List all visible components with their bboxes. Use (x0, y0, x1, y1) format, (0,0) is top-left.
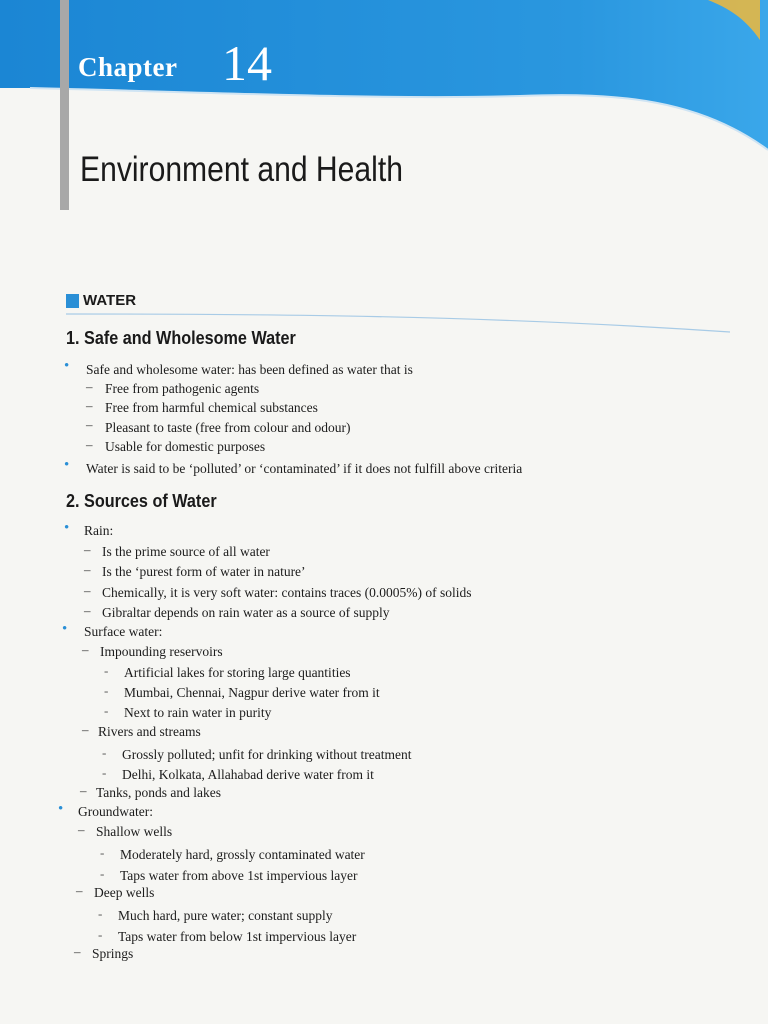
dash-icon: - (98, 906, 103, 921)
dash-icon: - (98, 927, 103, 942)
dash-icon: – (84, 562, 91, 577)
list-item: Rivers and streams (98, 724, 201, 739)
list-item: Safe and wholesome water: has been defined as water that is (86, 362, 413, 377)
dash-icon: – (86, 437, 93, 452)
list-item: Pleasant to taste (free from colour and odour) (105, 420, 351, 435)
list-item: Springs (92, 946, 134, 961)
list-item: Delhi, Kolkata, Allahabad derive water from it (122, 767, 374, 782)
dash-icon: - (104, 683, 109, 698)
list-item: Impounding reservoirs (100, 644, 223, 659)
list-item: Moderately hard, grossly contaminated water (120, 847, 365, 862)
dash-icon: - (104, 703, 109, 718)
page-title: Environment and Health (80, 150, 403, 189)
dash-icon: – (86, 379, 93, 394)
chapter-label: Chapter (78, 52, 178, 82)
list-item: Surface water: (84, 624, 163, 639)
chapter-side-bar (60, 0, 69, 210)
list-item: Gibraltar depends on rain water as a source of supply (102, 605, 390, 620)
list-item: Artificial lakes for storing large quantities (124, 665, 351, 680)
dash-icon: – (84, 603, 91, 618)
dash-icon: – (86, 398, 93, 413)
list-item: Is the ‘purest form of water in nature’ (102, 564, 306, 579)
bullet-icon: • (64, 520, 70, 536)
list-item: Taps water from below 1st impervious layer (118, 929, 357, 944)
list-item: Free from harmful chemical substances (105, 400, 318, 415)
subsection-heading-sources: 2. Sources of Water (66, 491, 217, 511)
dash-icon: - (104, 663, 109, 678)
list-item: Shallow wells (96, 824, 173, 839)
dash-icon: - (102, 745, 107, 760)
subsection-heading-safe-water: 1. Safe and Wholesome Water (66, 328, 296, 348)
list-item: Taps water from above 1st impervious layer (120, 868, 358, 883)
bullet-icon: • (62, 621, 68, 637)
list-item: Chemically, it is very soft water: contains traces (0.0005%) of solids (102, 585, 472, 600)
dash-icon: – (82, 722, 89, 737)
chapter-number: 14 (222, 35, 272, 91)
dash-icon: – (86, 417, 93, 432)
bullet-icon: • (64, 358, 70, 374)
list-item: Much hard, pure water; constant supply (118, 908, 333, 923)
list-item: Mumbai, Chennai, Nagpur derive water from it (124, 685, 380, 700)
dash-icon: – (84, 583, 91, 598)
dash-icon: – (74, 944, 81, 959)
list-item: Is the prime source of all water (102, 544, 270, 559)
chapter-banner (0, 0, 768, 240)
bullet-icon: • (64, 457, 70, 473)
dash-icon: – (84, 542, 91, 557)
list-item: Next to rain water in purity (124, 705, 272, 720)
list-item: Tanks, ponds and lakes (96, 785, 222, 800)
dash-icon: - (100, 845, 105, 860)
dash-icon: – (80, 783, 87, 798)
list-item: Free from pathogenic agents (105, 381, 260, 396)
dash-icon: - (102, 765, 107, 780)
dash-icon: – (78, 822, 85, 837)
dash-icon: - (100, 866, 105, 881)
list-item: Deep wells (94, 885, 155, 900)
dash-icon: – (82, 642, 89, 657)
list-item: Usable for domestic purposes (105, 439, 266, 454)
list-item: Water is said to be ‘polluted’ or ‘contaminated’ if it does not fulfill above criteria (86, 461, 523, 476)
list-item: Rain: (84, 523, 114, 538)
dash-icon: – (76, 883, 83, 898)
bullet-icon: • (58, 801, 64, 817)
list-item: Grossly polluted; unfit for drinking without treatment (122, 747, 412, 762)
section-label: WATER (83, 292, 137, 309)
list-item: Groundwater: (78, 804, 153, 819)
